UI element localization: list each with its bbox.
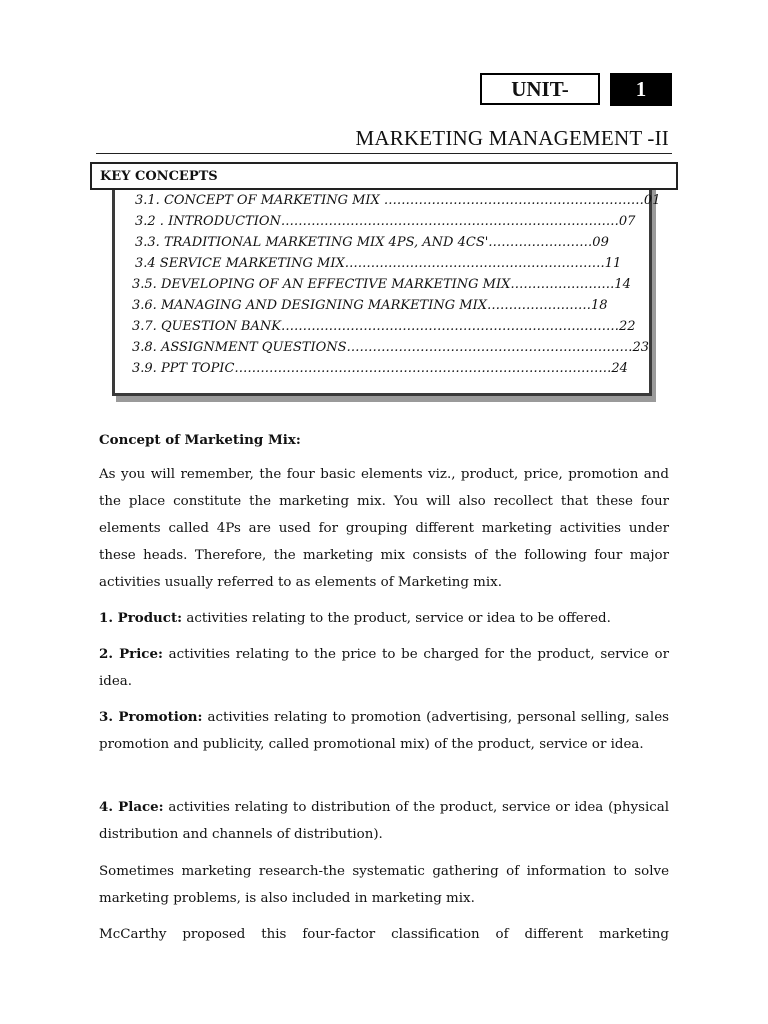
point-text: activities relating to the price to be charged for the product, service or idea. [99,647,669,689]
point-price [99,641,669,695]
toc-item: 3.5. DEVELOPING OF AN EFFECTIVE MARKETING MIX……………………14 [132,277,631,292]
unit-number: 1 [635,77,647,101]
toc-item: 3.2 . INTRODUCTION……………………………………………………………………07 [135,214,636,229]
point-term: 3. Promotion: [99,709,203,725]
research-text: Sometimes marketing research-the systematic gathering of information to solve marketing problems, is also included in marketing mix. [99,864,669,906]
title-divider [96,153,672,154]
point-text: activities relating to promotion (advertising, personal selling, sales promotion and publicity, called promotional mix) of the product, service or idea. [99,710,669,752]
research-paragraph [99,858,669,912]
point-text: activities relating to the product, service or idea to be offered. [182,611,611,626]
point-promotion [99,704,669,758]
intro-text: As you will remember, the four basic elements viz., product, price, promotion and the place constitute the marketing mix. You will also recollect that these four elements called 4Ps are used for grouping different marketing activities under these heads. Therefore, the marketing mix consists of the following four major activities usually referred to as elements of Marketing mix. [99,467,669,590]
toc-item: 3.3. TRADITIONAL MARKETING MIX 4PS, AND 4CS'……………………09 [135,235,609,250]
point-text: activities relating to distribution of the product, service or idea (physical distribution and channels of distribution). [99,800,669,842]
mccarthy-paragraph [99,921,669,948]
chapter-title: MARKETING MANAGEMENT -II [355,126,669,150]
toc-item: 3.7. QUESTION BANK……………………………………………………………………22 [132,319,636,334]
mccarthy-text: McCarthy proposed this four-factor classification of different marketing [99,927,669,942]
point-term: 4. Place: [99,799,164,815]
intro-paragraph [99,461,669,596]
key-concepts-title: KEY CONCEPTS [100,168,218,184]
toc-item: 3.1. CONCEPT OF MARKETING MIX ……………………………………………………01 [135,193,661,208]
section-heading: Concept of Marketing Mix: [99,432,301,448]
point-term: 1. Product: [99,610,183,626]
unit-label-box [480,73,600,105]
unit-label: UNIT- [511,76,569,101]
point-product [99,605,669,632]
key-concepts-heading [90,162,678,190]
toc-item: 3.6. MANAGING AND DESIGNING MARKETING MIX……………………18 [132,298,608,313]
toc-item: 3.4 SERVICE MARKETING MIX……………………………………………………11 [135,256,622,271]
point-place [99,794,669,848]
unit-number-box [610,73,672,106]
toc-item: 3.9. PPT TOPIC……………………………………………………………………………24 [132,361,628,376]
point-term: 2. Price: [99,646,163,662]
toc-item: 3.8. ASSIGNMENT QUESTIONS…………………………………………………………23 [132,340,650,355]
